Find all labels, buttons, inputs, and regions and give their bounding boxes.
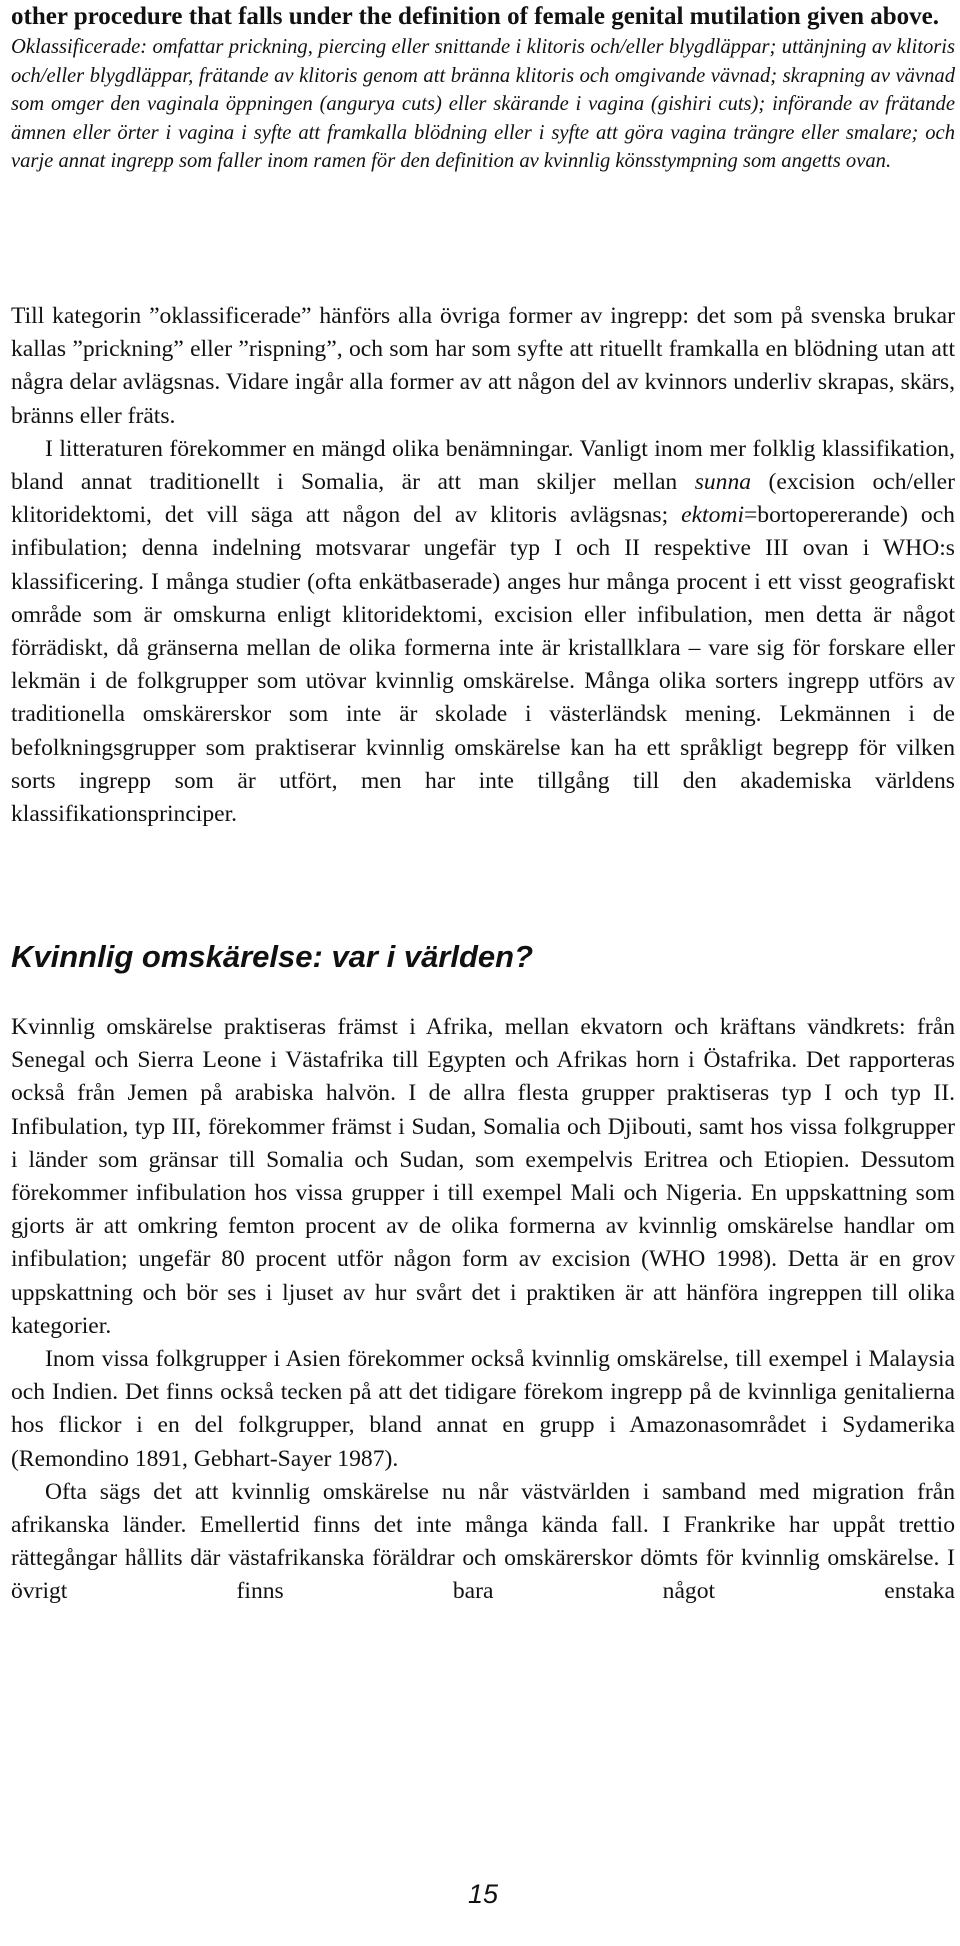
paragraph-terminology: [11, 433, 955, 831]
geography-section: [11, 1011, 955, 1609]
term-ektomi: ektomi: [681, 502, 744, 529]
page-number: 15: [467, 1879, 499, 1909]
text-span: I litteraturen förekommer en mängd olika benämningar. Vanligt inom mer folklig klassifikation, bland annat traditionellt i Somalia, är att man skiljer mellan: [11, 435, 955, 496]
section-heading: Kvinnlig omskärelse: var i världen?: [11, 939, 534, 974]
paragraph-unclassified: Till kategorin ”oklassificerade” hänförs alla övriga former av ingrepp: det som på svenska brukar kallas ”prickning” eller ”rispning”, och som har som syfte att rituellt framkalla en blödning utan att några delar avlägsnas. Vidare ingår alla former av att någon del av kvinnors underliv skrapas, skärs, bränns eller fräts.: [11, 303, 955, 429]
paragraph-asia: Inom vissa folkgrupper i Asien förekommer också kvinnlig omskärelse, till exempel i Malaysia och Indien. Det finns också tecken på att det tidigare förekom ingrepp på de kvinnliga genitalierna hos flickor i en del folkgrupper, bland annat en grupp i Amazonasområdet i Sydamerika (Remondino 1891, Gebhart-Sayer 1987).: [11, 1346, 955, 1472]
english-definition-tail: other procedure that falls under the definition of female genital mutilation given above.: [11, 3, 939, 30]
paragraph-africa: Kvinnlig omskärelse praktiseras främst i Afrika, mellan ekvatorn och kräftans vändkrets: från Senegal och Sierra Leone i Västafrika till Egypten och Afrikas horn i Östafrika. Det rapporteras också från Jemen på arabiska halvön. I de allra flesta grupper praktiseras typ I och typ II. Infibulation, typ III, förekommer främst i Sudan, Somalia och Djibouti, samt hos vissa folkgrupper i länder som gränsar till Somalia och Sudan, som exempelvis Eritrea och Etiopien. Dessutom förekommer infibulation hos vissa grupper i till exempel Mali och Nigeria. En uppskattning som gjorts är att omkring femton procent av de olika formerna av kvinnlig omskärelse handlar om infibulation; ungefär 80 procent utför någon form av excision (WHO 1998). Detta är en grov uppskattning och bör ses i ljuset av hur svårt det i praktiken är att hänföra ingreppen till olika kategorier.: [11, 1014, 955, 1339]
term-sunna: sunna: [694, 469, 752, 496]
unclassified-definition: Oklassificerade: omfattar prickning, piercing eller snittande i klitoris och/eller blygdläppar; uttänjning av klitoris och/eller blygdläppar, frätande av klitoris genom att bränna klitoris och omgivande vävnad; skrapning av vävnad som omger den vaginala öppningen (angurya cuts) eller skärande i vagina (gishiri cuts); införande av frätande ämnen eller örter i vagina i syfte att framkalla blödning eller i syfte att göra vagina trängre eller smalare; och varje annat ingrepp som faller inom ramen för den definition av kvinnlig könsstympning som angetts ovan.: [11, 36, 955, 172]
classification-section: [11, 300, 955, 831]
text-span: (excision och/eller klitoridektomi, det vill säga att någon del av klitoris avlägsnas;: [11, 469, 955, 529]
paragraph-west: Ofta sägs det att kvinnlig omskärelse nu når västvärlden i samband med migration från afrikanska länder. Emellertid finns det inte många kända fall. I Frankrike har uppåt trettio rättegångar hållits där västafrikanska föräldrar och omskärerskor dömts för kvinnlig omskärelse. I övrigt finns bara något enstaka: [11, 1478, 955, 1605]
who-definition-block: [11, 0, 955, 176]
text-span: =bortopererande) och infibulation; denna indelning motsvarar ungefär typ I och II respektive III ovan i WHO:s klassificering. I många studier (ofta enkätbaserade) anges hur många procent i ett visst geografiskt område som är omskurna enligt klitoridektomi, excision eller infibulation, men detta är något förrädiskt, då gränserna mellan de olika formerna inte är kristallklara – vare sig för forskare eller lekmän i de folkgrupper som utövar kvinnlig omskärelse. Många olika sorters ingrepp utförs av traditionella omskärerskor som inte är skolade i västerländsk mening. Lekmännen i de befolkningsgrupper som praktiserar kvinnlig omskärelse kan ha ett språkligt begrepp för vilken sorts ingrepp som är utfört, men har inte tillgång till den akademiska världens klassifikationsprinciper.: [11, 502, 955, 828]
